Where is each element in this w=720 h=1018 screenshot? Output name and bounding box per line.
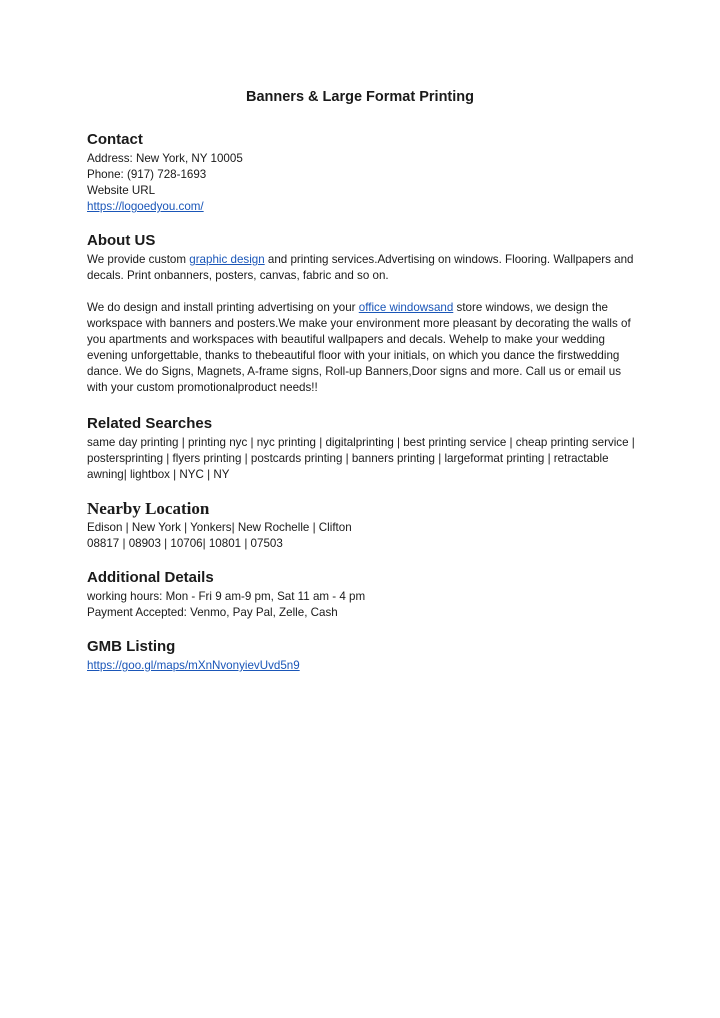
related-searches-text: same day printing | printing nyc | nyc printing | digitalprinting | best printing service | cheap printing service | postersprinting | flyers printing | postcards printing | banners printing | largeformat printing | retractable awning| lightbox | NYC | NY — [87, 436, 635, 481]
payment-line — [87, 605, 637, 621]
payment-value: Venmo, Pay Pal, Zelle, Cash — [186, 606, 338, 619]
contact-heading: Contact — [87, 131, 143, 148]
gmb-listing-heading: GMB Listing — [87, 638, 176, 655]
nearby-cities: Edison | New York | Yonkers| New Rochelle | Clifton — [87, 521, 352, 534]
office-windows-link[interactable]: office windowsand — [358, 301, 454, 314]
about-heading: About US — [87, 232, 156, 249]
additional-details-section — [87, 568, 637, 621]
about-p2-text-b: store windows, we design the workspace with banners and posters.We make your environment more pleasant by decorating the walls of you apartments and workspaces with beautiful wallpapers and decals. Wehelp to make your wedding evening unforgettable, thanks to thebeautiful floor with your initials, on which you dance the firstwedding dance. We do Signs, Magnets, A-frame signs, Roll-up Banners,Door signs and more. Call us or email us with your custom promotionalproduct needs!! — [87, 301, 631, 394]
gmb-link[interactable]: https://goo.gl/maps/mXnNvonyievUvd5n9 — [87, 659, 300, 672]
gmb-listing-section — [87, 637, 637, 674]
website-link[interactable]: https://logoedyou.com/ — [87, 200, 204, 213]
address-line — [87, 151, 637, 167]
graphic-design-link[interactable]: graphic design — [189, 253, 265, 266]
phone-label: Phone: — [87, 168, 124, 181]
working-hours: working hours: Mon - Fri 9 am-9 pm, Sat 11 am - 4 pm — [87, 590, 366, 603]
about-p1-text-b: and printing services.Advertising on windows. Flooring. Wallpapers and decals. Print onbanners, posters, canvas, fabric and so on. — [87, 253, 634, 282]
page-title: Banners & Large Format Printing — [245, 89, 474, 105]
related-searches-heading: Related Searches — [87, 415, 213, 432]
payment-label: Payment Accepted: — [87, 606, 187, 619]
about-section — [87, 231, 637, 396]
address-label: Address: — [87, 152, 133, 165]
phone-line — [87, 167, 637, 183]
nearby-location-section — [87, 499, 637, 552]
address-value: New York, NY 10005 — [132, 152, 243, 165]
about-p1-text-a: We provide custom — [87, 253, 190, 266]
phone-value: (917) 728-1693 — [123, 168, 207, 181]
related-searches-section — [87, 414, 637, 483]
about-paragraph-2 — [87, 300, 637, 396]
about-p2-text-a: We do design and install printing advertising on your — [87, 301, 359, 314]
nearby-zips: 08817 | 08903 | 10706| 10801 | 07503 — [87, 537, 283, 550]
about-paragraph-1 — [87, 252, 637, 284]
website-label: Website URL — [87, 184, 156, 197]
additional-details-heading: Additional Details — [87, 569, 214, 586]
nearby-location-heading: Nearby Location — [87, 499, 210, 518]
contact-section — [87, 130, 637, 215]
